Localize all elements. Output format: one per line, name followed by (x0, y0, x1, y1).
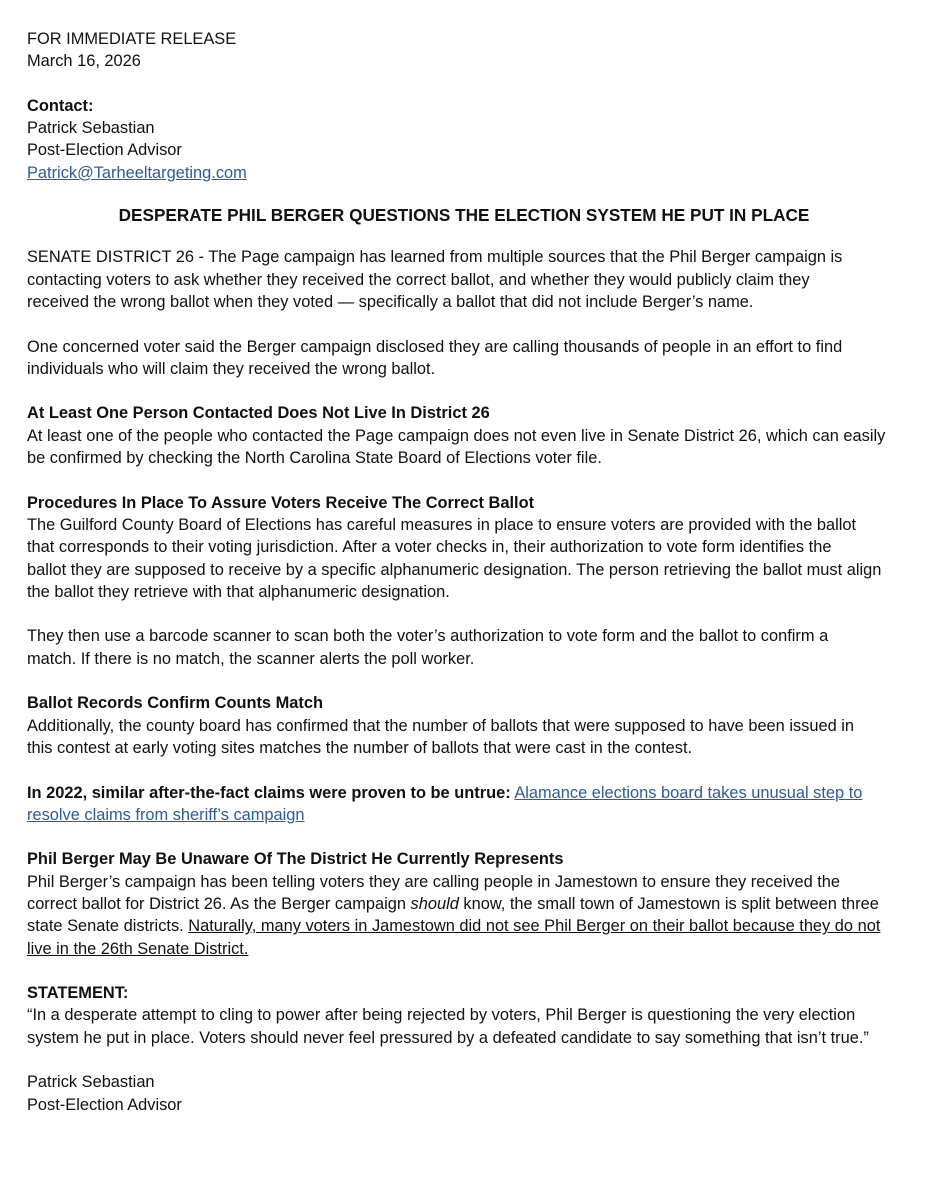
paragraph-line: the ballot they retrieve with that alphanumeric designation. (27, 582, 450, 601)
paragraph-line: ballot they are supposed to receive by a specific alphanumeric designation. The person retrieving the ballot must align (27, 560, 882, 579)
alamance-article-link[interactable]: Alamance elections board takes unusual step to (514, 783, 863, 802)
contact-email-link[interactable]: Patrick@Tarheeltargeting.com (27, 163, 247, 182)
paragraph-line: this contest at early voting sites matches the number of ballots that were cast in the contest. (27, 738, 693, 757)
quote-line: “In a desperate attempt to cling to power after being rejected by voters, Phil Berger is questioning the very election (27, 1006, 856, 1025)
release-date: March 16, 2026 (27, 52, 141, 71)
press-release (27, 28, 907, 1116)
intro-paragraph (27, 246, 907, 313)
paragraph-line: that corresponds to their voting jurisdiction. After a voter checks in, their authorization to vote form identifies the (27, 538, 832, 557)
records-section (27, 692, 907, 759)
section-heading: Phil Berger May Be Unaware Of The District He Currently Represents (27, 850, 564, 869)
paragraph-line: The Guilford County Board of Elections has careful measures in place to ensure voters are provided with the ballot (27, 515, 857, 534)
paragraph-text: correct ballot for District 26. As the Berger campaign (27, 894, 411, 913)
unaware-section (27, 848, 907, 959)
paragraph-text: state Senate districts. (27, 917, 189, 936)
paragraph-line: Additionally, the county board has confirmed that the number of ballots that were supposed to have been issued in (27, 716, 855, 735)
statement-section (27, 982, 907, 1049)
paragraph-text: know, the small town of Jamestown is split between three (458, 894, 879, 913)
paragraph-line: At least one of the people who contacted the Page campaign does not even live in Senate District 26, which can easily (27, 426, 886, 445)
emphasis-text: should (410, 894, 459, 913)
section-heading: Procedures In Place To Assure Voters Receive The Correct Ballot (27, 493, 535, 512)
contact-label: Contact: (27, 96, 94, 115)
quote-line: system he put in place. Voters should never feel pressured by a defeated candidate to say something that isn’t true.” (27, 1028, 869, 1047)
procedures-section (27, 492, 907, 670)
paragraph-line: contacting voters to ask whether they received the correct ballot, and whether they would publicly claim they (27, 270, 810, 289)
contact-title: Post-Election Advisor (27, 141, 182, 160)
paragraph-line: Phil Berger’s campaign has been telling voters they are calling people in Jamestown to ensure they received the (27, 872, 841, 891)
concerned-voter-paragraph (27, 336, 907, 381)
paragraph-line: They then use a barcode scanner to scan both the voter’s authorization to vote form and the ballot to confirm a (27, 627, 829, 646)
signoff-name: Patrick Sebastian (27, 1073, 155, 1092)
alamance-article-link-continued[interactable]: resolve claims from sheriff’s campaign (27, 805, 305, 824)
paragraph-line: be confirmed by checking the North Carolina State Board of Elections voter file. (27, 449, 602, 468)
claims-2022-lead: In 2022, similar after-the-fact claims were proven to be untrue: (27, 783, 511, 802)
paragraph-line: One concerned voter said the Berger campaign disclosed they are calling thousands of people in an effort to find (27, 337, 843, 356)
underlined-text: live in the 26th Senate District. (27, 939, 249, 958)
underlined-text: Naturally, many voters in Jamestown did not see Phil Berger on their ballot because they do not (188, 917, 881, 936)
claims-2022-section (27, 782, 907, 827)
statement-label: STATEMENT: (27, 984, 129, 1003)
section-heading: At Least One Person Contacted Does Not Live In District 26 (27, 404, 490, 423)
signoff-title: Post-Election Advisor (27, 1095, 182, 1114)
district-section (27, 402, 907, 469)
section-heading: Ballot Records Confirm Counts Match (27, 694, 323, 713)
paragraph-line: individuals who will claim they received the wrong ballot. (27, 359, 436, 378)
headline: DESPERATE PHIL BERGER QUESTIONS THE ELECTION SYSTEM HE PUT IN PLACE (118, 205, 810, 226)
paragraph-line: match. If there is no match, the scanner alerts the poll worker. (27, 649, 475, 668)
contact-name: Patrick Sebastian (27, 119, 155, 138)
paragraph-line: received the wrong ballot when they voted — specifically a ballot that did not include Berger’s name. (27, 292, 754, 311)
release-label: FOR IMMEDIATE RELEASE (27, 30, 237, 48)
paragraph-line: SENATE DISTRICT 26 - The Page campaign has learned from multiple sources that the Phil Berger campaign is (27, 248, 843, 267)
